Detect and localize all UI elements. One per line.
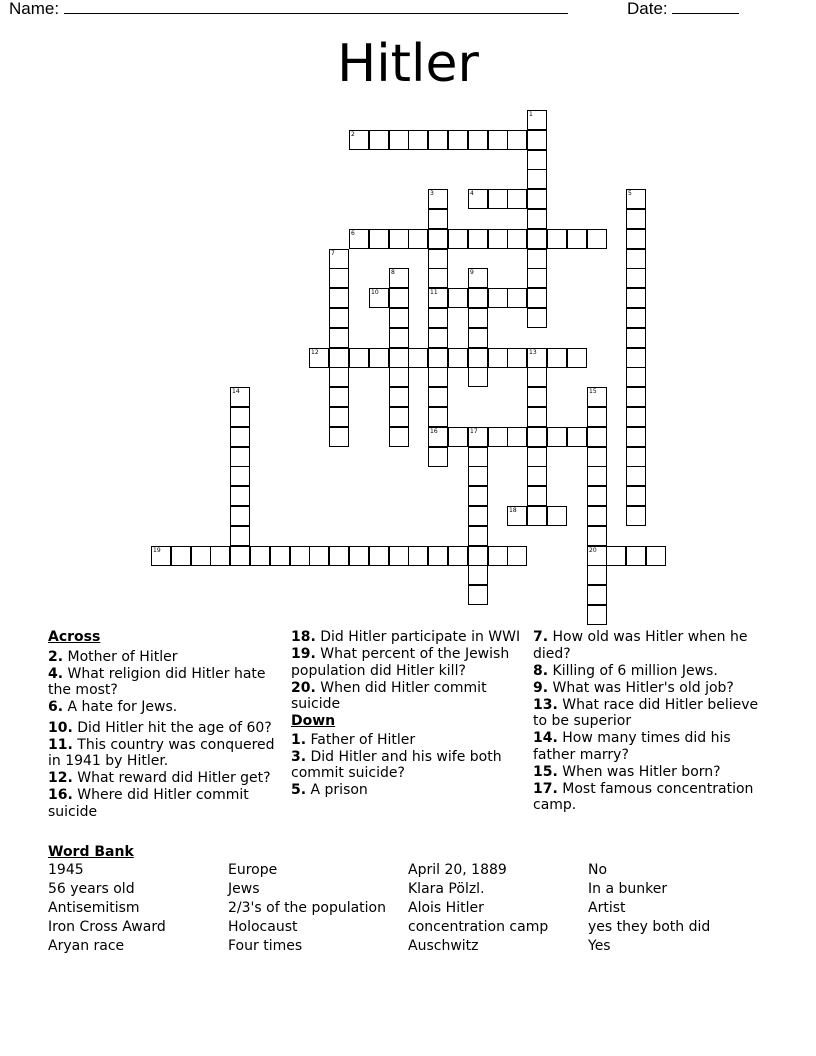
- word-bank-item: In a bunker: [588, 881, 668, 897]
- grid-cell[interactable]: [329, 407, 349, 427]
- grid-cell[interactable]: [250, 546, 270, 566]
- grid-cell[interactable]: [587, 486, 607, 506]
- grid-cell[interactable]: [587, 506, 607, 526]
- grid-cell[interactable]: [527, 169, 547, 189]
- grid-cell[interactable]: [270, 546, 290, 566]
- clue-number: 16: [430, 428, 438, 435]
- grid-cell[interactable]: [329, 288, 349, 308]
- grid-cell[interactable]: [567, 427, 587, 447]
- grid-cell[interactable]: [527, 466, 547, 486]
- grid-cell[interactable]: [507, 130, 527, 150]
- grid-cell[interactable]: [527, 268, 547, 288]
- word-bank-item: Iron Cross Award: [48, 919, 166, 935]
- clue-number: 3: [430, 190, 434, 197]
- grid-cell[interactable]: [527, 427, 547, 447]
- middle-clues: [291, 629, 527, 799]
- clue-number: 11: [430, 289, 438, 296]
- grid-cell[interactable]: [626, 387, 646, 407]
- grid-cell[interactable]: [626, 348, 646, 368]
- grid-cell[interactable]: [369, 546, 389, 566]
- grid-cell[interactable]: [626, 209, 646, 229]
- grid-cell[interactable]: [290, 546, 310, 566]
- grid-cell[interactable]: [646, 546, 666, 566]
- grid-cell[interactable]: [626, 189, 646, 209]
- grid-cell[interactable]: [428, 348, 448, 368]
- grid-cell[interactable]: [329, 387, 349, 407]
- grid-cell[interactable]: [468, 565, 488, 585]
- grid-cell[interactable]: [587, 605, 607, 625]
- grid-cell[interactable]: [587, 526, 607, 546]
- grid-cell[interactable]: [448, 130, 468, 150]
- grid-cell[interactable]: [389, 328, 409, 348]
- word-bank-list: [48, 862, 788, 957]
- grid-cell[interactable]: [230, 506, 250, 526]
- grid-cell[interactable]: [527, 387, 547, 407]
- grid-cell[interactable]: [527, 367, 547, 387]
- clue-across-10: 10. Did Hitler hit the age of 60?: [48, 719, 272, 736]
- grid-cell[interactable]: [349, 130, 369, 150]
- grid-cell[interactable]: [329, 328, 349, 348]
- grid-cell[interactable]: [507, 506, 527, 526]
- grid-cell[interactable]: [428, 209, 448, 229]
- grid-cell[interactable]: [389, 427, 409, 447]
- grid-cell[interactable]: [428, 407, 448, 427]
- grid-cell[interactable]: [547, 427, 567, 447]
- grid-cell[interactable]: [428, 328, 448, 348]
- grid-cell[interactable]: [468, 328, 488, 348]
- clue-number: 19: [153, 547, 161, 554]
- grid-cell[interactable]: [468, 466, 488, 486]
- grid-cell[interactable]: [468, 486, 488, 506]
- grid-cell[interactable]: [468, 526, 488, 546]
- grid-cell[interactable]: [389, 308, 409, 328]
- grid-cell[interactable]: [349, 546, 369, 566]
- grid-cell[interactable]: [230, 447, 250, 467]
- grid-cell[interactable]: [329, 308, 349, 328]
- grid-cell[interactable]: [408, 229, 428, 249]
- grid-cell[interactable]: [468, 288, 488, 308]
- clue-number: 7: [331, 250, 335, 257]
- down-heading: Down: [291, 713, 336, 729]
- grid-cell[interactable]: [448, 546, 468, 566]
- grid-cell[interactable]: [468, 506, 488, 526]
- grid-cell[interactable]: [230, 466, 250, 486]
- clue-number: 1: [529, 111, 533, 118]
- clue-down-7: 7. How old was Hitler when he died?: [533, 629, 748, 662]
- grid-cell[interactable]: [428, 249, 448, 269]
- grid-cell[interactable]: [428, 546, 448, 566]
- grid-cell[interactable]: [230, 407, 250, 427]
- grid-cell[interactable]: [527, 229, 547, 249]
- clue-across-16: 16. Where did Hitler commit suicide: [48, 787, 249, 820]
- clue-number: 5: [628, 190, 632, 197]
- clue-number: 18: [509, 507, 517, 514]
- date-line: [672, 0, 739, 14]
- grid-cell[interactable]: [527, 130, 547, 150]
- grid-cell[interactable]: [468, 308, 488, 328]
- grid-cell[interactable]: [626, 466, 646, 486]
- grid-cell[interactable]: [626, 546, 646, 566]
- grid-cell[interactable]: [606, 546, 626, 566]
- grid-cell[interactable]: [547, 506, 567, 526]
- grid-cell[interactable]: [369, 348, 389, 368]
- word-bank-item: Klara Pölzl.: [408, 881, 485, 897]
- name-line: [64, 0, 568, 14]
- grid-cell[interactable]: [349, 348, 369, 368]
- grid-cell[interactable]: [626, 268, 646, 288]
- grid-cell[interactable]: [389, 288, 409, 308]
- clue-number: 10: [371, 289, 379, 296]
- grid-cell[interactable]: [587, 447, 607, 467]
- grid-cell[interactable]: [626, 229, 646, 249]
- grid-cell[interactable]: [428, 308, 448, 328]
- grid-cell[interactable]: [428, 427, 448, 447]
- word-bank-item: Jews: [228, 881, 260, 897]
- grid-cell[interactable]: [408, 546, 428, 566]
- word-bank-item: Artist: [588, 900, 626, 916]
- grid-cell[interactable]: [468, 348, 488, 368]
- grid-cell[interactable]: [567, 229, 587, 249]
- clue-number: 2: [351, 131, 355, 138]
- grid-cell[interactable]: [468, 367, 488, 387]
- grid-cell[interactable]: [507, 348, 527, 368]
- grid-cell[interactable]: [468, 427, 488, 447]
- grid-cell[interactable]: [626, 367, 646, 387]
- name-label: Name:: [9, 0, 60, 18]
- word-bank-item: 1945: [48, 862, 84, 878]
- word-bank-item: Aryan race: [48, 938, 125, 954]
- clue-down-17: 17. Most famous concentration camp.: [533, 780, 754, 813]
- grid-cell[interactable]: [428, 130, 448, 150]
- clue-number: 20: [589, 547, 597, 554]
- grid-cell[interactable]: [527, 506, 547, 526]
- grid-cell[interactable]: [468, 229, 488, 249]
- grid-cell[interactable]: [309, 348, 329, 368]
- grid-cell[interactable]: [468, 268, 488, 288]
- grid-cell[interactable]: [171, 546, 191, 566]
- grid-cell[interactable]: [527, 348, 547, 368]
- grid-cell[interactable]: [408, 348, 428, 368]
- clue-across-6: 6. A hate for Jews.: [48, 699, 178, 715]
- grid-cell[interactable]: [507, 427, 527, 447]
- grid-cell[interactable]: [369, 229, 389, 249]
- word-bank-item: Four times: [228, 938, 303, 954]
- grid-cell[interactable]: [329, 546, 349, 566]
- grid-cell[interactable]: [527, 249, 547, 269]
- word-bank-item: concentration camp: [408, 919, 549, 935]
- grid-cell[interactable]: [329, 268, 349, 288]
- word-bank-item: Holocaust: [228, 919, 298, 935]
- word-bank-item: Europe: [228, 862, 278, 878]
- date-field[interactable]: [627, 0, 739, 19]
- clue-number: 13: [529, 349, 537, 356]
- grid-cell[interactable]: [527, 189, 547, 209]
- clue-number: 17: [470, 428, 478, 435]
- grid-cell[interactable]: [587, 546, 607, 566]
- word-bank-item: Alois Hitler: [408, 900, 484, 916]
- clue-across-18: 18. Did Hitler participate in WWI: [291, 629, 521, 645]
- across-heading: Across: [48, 629, 101, 645]
- word-bank: [48, 844, 788, 957]
- grid-cell[interactable]: [408, 130, 428, 150]
- grid-cell[interactable]: [587, 387, 607, 407]
- grid-cell[interactable]: [428, 288, 448, 308]
- clue-number: 6: [351, 230, 355, 237]
- word-bank-item: yes they both did: [588, 919, 711, 935]
- grid-cell[interactable]: [389, 268, 409, 288]
- name-field[interactable]: [9, 0, 568, 19]
- clue-down-9: 9. What was Hitler's old job?: [533, 679, 734, 696]
- grid-cell[interactable]: [488, 229, 508, 249]
- grid-cell[interactable]: [389, 387, 409, 407]
- grid-cell[interactable]: [428, 189, 448, 209]
- word-bank-item: Yes: [588, 938, 611, 954]
- grid-cell[interactable]: [468, 546, 488, 566]
- grid-cell[interactable]: [488, 427, 508, 447]
- clue-across-19: 19. What percent of the Jewish population did Hitler kill?: [291, 646, 510, 679]
- grid-cell[interactable]: [527, 447, 547, 467]
- grid-cell[interactable]: [230, 427, 250, 447]
- down-clues-right: [533, 629, 769, 814]
- grid-cell[interactable]: [488, 189, 508, 209]
- grid-cell[interactable]: [468, 130, 488, 150]
- grid-cell[interactable]: [626, 506, 646, 526]
- grid-cell[interactable]: [468, 189, 488, 209]
- grid-cell[interactable]: [587, 466, 607, 486]
- clue-across-12: 12. What reward did Hitler get?: [48, 770, 271, 786]
- grid-cell[interactable]: [527, 150, 547, 170]
- clue-down-3: 3. Did Hitler and his wife both commit suicide?: [291, 748, 502, 781]
- grid-cell[interactable]: [547, 229, 567, 249]
- clue-number: 14: [232, 388, 240, 395]
- clue-number: 15: [589, 388, 597, 395]
- clue-number: 12: [311, 349, 319, 356]
- grid-cell[interactable]: [389, 130, 409, 150]
- grid-cell[interactable]: [626, 308, 646, 328]
- grid-cell[interactable]: [507, 189, 527, 209]
- word-bank-heading: Word Bank: [48, 844, 134, 860]
- grid-cell[interactable]: [527, 288, 547, 308]
- grid-cell[interactable]: [587, 427, 607, 447]
- grid-cell[interactable]: [230, 526, 250, 546]
- grid-cell[interactable]: [626, 427, 646, 447]
- grid-cell[interactable]: [151, 546, 171, 566]
- grid-cell[interactable]: [527, 407, 547, 427]
- grid-cell[interactable]: [626, 249, 646, 269]
- grid-cell[interactable]: [587, 565, 607, 585]
- word-bank-item: 2/3's of the population: [228, 900, 386, 916]
- grid-cell[interactable]: [507, 288, 527, 308]
- word-bank-item: 56 years old: [48, 881, 135, 897]
- grid-cell[interactable]: [527, 308, 547, 328]
- word-bank-item: Auschwitz: [408, 938, 479, 954]
- grid-cell[interactable]: [349, 229, 369, 249]
- grid-cell[interactable]: [488, 546, 508, 566]
- clue-across-4: 4. What religion did Hitler hate the most?: [48, 665, 266, 698]
- grid-cell[interactable]: [329, 348, 349, 368]
- grid-cell[interactable]: [626, 486, 646, 506]
- word-bank-item: Antisemitism: [48, 900, 140, 916]
- grid-cell[interactable]: [448, 229, 468, 249]
- grid-cell[interactable]: [428, 367, 448, 387]
- grid-cell[interactable]: [230, 387, 250, 407]
- grid-cell[interactable]: [587, 229, 607, 249]
- grid-cell[interactable]: [587, 407, 607, 427]
- grid-cell[interactable]: [587, 585, 607, 605]
- grid-cell[interactable]: [389, 546, 409, 566]
- grid-cell[interactable]: [567, 348, 587, 368]
- date-label: Date:: [627, 0, 668, 18]
- grid-cell[interactable]: [329, 427, 349, 447]
- clue-down-14: 14. How many times did his father marry?: [533, 730, 731, 763]
- grid-cell[interactable]: [507, 229, 527, 249]
- grid-cell[interactable]: [488, 348, 508, 368]
- grid-cell[interactable]: [488, 288, 508, 308]
- grid-cell[interactable]: [527, 486, 547, 506]
- clue-down-15: 15. When was Hitler born?: [533, 763, 721, 780]
- grid-cell[interactable]: [389, 229, 409, 249]
- grid-cell[interactable]: [448, 288, 468, 308]
- clue-down-8: 8. Killing of 6 million Jews.: [533, 662, 718, 679]
- grid-cell[interactable]: [428, 229, 448, 249]
- grid-cell[interactable]: [329, 367, 349, 387]
- word-bank-item: April 20, 1889: [408, 862, 507, 878]
- word-bank-item: No: [588, 862, 608, 878]
- clue-number: 4: [470, 190, 474, 197]
- grid-cell[interactable]: [309, 546, 329, 566]
- grid-cell[interactable]: [230, 486, 250, 506]
- clue-down-1: 1. Father of Hitler: [291, 731, 416, 748]
- grid-cell[interactable]: [448, 427, 468, 447]
- grid-cell[interactable]: [191, 546, 211, 566]
- grid-cell[interactable]: [230, 546, 250, 566]
- grid-cell[interactable]: [210, 546, 230, 566]
- grid-cell[interactable]: [389, 367, 409, 387]
- grid-cell[interactable]: [527, 110, 547, 130]
- grid-cell[interactable]: [547, 348, 567, 368]
- clue-across-2: 2. Mother of Hitler: [48, 648, 178, 665]
- grid-cell[interactable]: [468, 447, 488, 467]
- clue-down-5: 5. A prison: [291, 782, 368, 798]
- clue-number: 8: [391, 269, 395, 276]
- grid-cell[interactable]: [468, 585, 488, 605]
- clue-across-20: 20. When did Hitler commit suicide: [291, 679, 487, 712]
- grid-cell[interactable]: [369, 288, 389, 308]
- clue-number: 9: [470, 269, 474, 276]
- grid-cell[interactable]: [428, 447, 448, 467]
- grid-cell[interactable]: [507, 546, 527, 566]
- grid-cell[interactable]: [527, 209, 547, 229]
- grid-cell[interactable]: [389, 407, 409, 427]
- grid-cell[interactable]: [626, 407, 646, 427]
- grid-cell[interactable]: [389, 348, 409, 368]
- grid-cell[interactable]: [626, 328, 646, 348]
- grid-cell[interactable]: [329, 249, 349, 269]
- clue-across-11: 11. This country was conquered in 1941 by Hitler.: [48, 736, 275, 769]
- clue-down-13: 13. What race did Hitler believe to be superior: [533, 696, 759, 729]
- grid-cell[interactable]: [428, 268, 448, 288]
- grid-cell[interactable]: [626, 288, 646, 308]
- grid-cell[interactable]: [488, 130, 508, 150]
- across-clues: [48, 629, 284, 821]
- page-title: Hitler: [337, 34, 479, 94]
- grid-cell[interactable]: [626, 447, 646, 467]
- grid-cell[interactable]: [448, 348, 468, 368]
- grid-cell[interactable]: [428, 387, 448, 407]
- grid-cell[interactable]: [369, 130, 389, 150]
